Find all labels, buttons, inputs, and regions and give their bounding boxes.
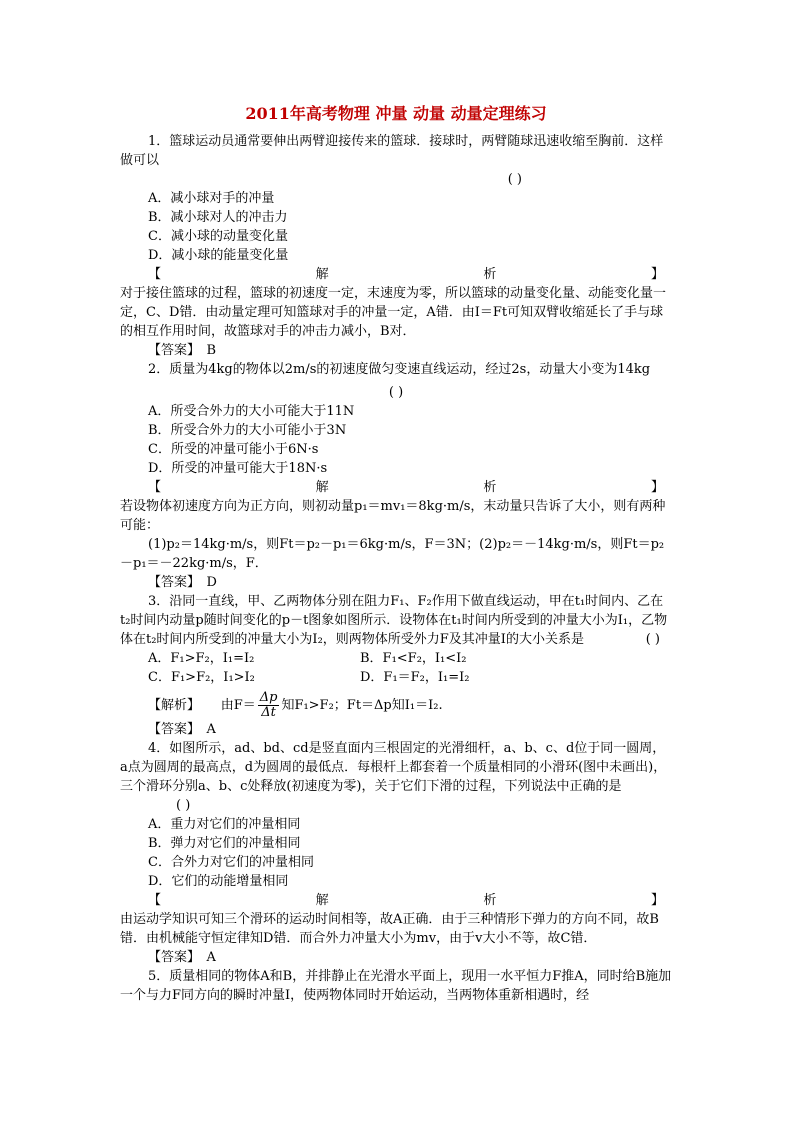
q4-stem: 4．如图所示，ad、bd、cd是竖直面内三根固定的光滑细杆，a、b、c、d位于同一圆周，a点为圆周的最高点，d为圆周的最低点．每根杆上都套着一个质量相同的小滑环(图中未画出)，三个滑环分别a、b、c处释放(初速度为零)，关于它们下滑的过程，下列说法中正确的是: [120, 741, 667, 794]
q2-option-b: B．所受合外力的大小可能小于3N: [148, 423, 347, 438]
fraction-denominator: Δt: [261, 705, 276, 720]
q3-answer: 【答案】 A: [148, 722, 216, 737]
q3-option-d: D．F₁＝F₂，I₁=I₂: [360, 670, 470, 685]
bracket-open: 【: [148, 893, 162, 908]
document-page: [120, 104, 672, 1005]
analysis-char-2: 析: [483, 893, 497, 908]
q4-analysis: 由运动学知识可知三个滑环的运动时间相等，故A正确．由于三种情形下弹力的方向不同，故B错．由机械能守恒定律知D错．而合外力冲量大小为mv，由于v大小不等，故C错．: [120, 912, 659, 946]
q2-cases: (1)p₂＝14kg·m/s，则Ft＝p₂－p₁＝6kg·m/s，F＝3N；(2)p₂＝－14kg·m/s，则Ft＝p₂－p₁＝－22kg·m/s，F．: [120, 537, 665, 571]
q2-stem: 2．质量为4kg的物体以2m/s的初速度做匀变速直线运动，经过2s，动量大小变为14kg: [148, 362, 651, 377]
q2-analysis: 若设物体初速度方向为正方向，则初动量p₁＝mv₁＝8kg·m/s，末动量只告诉了大小，则有两种可能：: [120, 499, 666, 533]
bracket-close: 】: [650, 893, 664, 908]
q3-option-c: C．F₁>F₂，I₁>I₂: [148, 670, 255, 685]
q4-answer: 【答案】 A: [148, 950, 216, 965]
q3-analysis-pre: 由F＝: [220, 698, 256, 713]
analysis-char-2: 析: [483, 267, 497, 282]
page-title: 2011年高考物理 冲量 动量 动量定理练习: [245, 104, 547, 123]
q4-analysis-heading: [120, 891, 672, 910]
q5-stem: 5．质量相同的物体A和B，并排静止在光滑水平面上，现用一水平恒力F推A，同时给B施加一个与力F同方向的瞬时冲量I，使两物体同时开始运动，当两物体重新相遇时，经: [120, 969, 672, 1003]
q4-option-a: A．重力对它们的冲量相同: [148, 817, 301, 832]
analysis-char-1: 解: [315, 893, 329, 908]
q3-options-row-2: [120, 668, 672, 687]
q3-analysis: [120, 691, 672, 720]
q1-stem: 1．篮球运动员通常要伸出两臂迎接传来的篮球．接球时，两臂随球迅速收缩至胸前．这样做可以: [120, 134, 664, 168]
q1-option-b: B．减小球对人的冲击力: [148, 210, 288, 225]
q4-option-b: B．弹力对它们的冲量相同: [148, 836, 301, 851]
bracket-close: 】: [650, 480, 664, 495]
q4-blank: ( ): [176, 798, 191, 813]
q1-option-a: A．减小球对手的冲量: [148, 191, 275, 206]
q1-analysis: 对于接住篮球的过程，篮球的初速度一定，末速度为零，所以篮球的动量变化量、动能变化量一定，C、D错．由动量定理可知篮球对手的冲量一定，A错．由I＝Ft可知双臂收缩延长了手与球的相互作用时间，故篮球对手的冲击力减小，B对．: [120, 286, 667, 339]
q2-option-c: C．所受的冲量可能小于6N·s: [148, 442, 319, 457]
q3-options-row-1: [120, 649, 672, 668]
q3-stem: [120, 592, 672, 649]
q1-option-d: D．减小球的能量变化量: [148, 248, 289, 263]
q3-option-b: B．F₁<F₂，I₁<I₂: [360, 651, 467, 666]
q2-analysis-heading: [120, 478, 672, 497]
analysis-char-2: 析: [483, 480, 497, 495]
bracket-open: 【: [148, 267, 162, 282]
q3-option-a: A．F₁>F₂，I₁=I₂: [148, 651, 255, 666]
q4-option-d: D．它们的动能增量相同: [148, 874, 289, 889]
q1-blank: ( ): [507, 172, 522, 187]
q3-stem-text: 3．沿同一直线，甲、乙两物体分别在阻力F₁、F₂作用下做直线运动，甲在t₁时间内、乙在t₂时间内动量p随时间变化的p－t图象如图所示．设物体在t₁时间内所受到的冲量大小为I₁，乙物体在t₂时间内所受到的冲量大小为I₂，则两物体所受外力F及其冲量I的大小关系是: [120, 594, 668, 647]
fraction-numerator: Δp: [259, 690, 278, 705]
q1-analysis-heading: [120, 265, 672, 284]
q3-analysis-post: 知F₁>F₂；Ft＝Δp知I₁＝I₂.: [281, 698, 443, 713]
delta-fraction: [258, 691, 280, 720]
q3-blank: ( ): [645, 632, 660, 647]
bracket-open: 【: [148, 480, 162, 495]
analysis-char-1: 解: [315, 267, 329, 282]
q2-answer: 【答案】 D: [148, 575, 217, 590]
bracket-close: 】: [650, 267, 664, 282]
q2-blank: ( ): [388, 385, 404, 400]
q3-analysis-label: 【解析】: [148, 698, 201, 713]
q1-answer: 【答案】 B: [148, 343, 217, 358]
analysis-char-1: 解: [315, 480, 329, 495]
q1-option-c: C．减小球的动量变化量: [148, 229, 288, 244]
q2-option-a: A．所受合外力的大小可能大于11N: [148, 404, 355, 419]
q2-option-d: D．所受的冲量可能大于18N·s: [148, 461, 328, 476]
q4-option-c: C．合外力对它们的冲量相同: [148, 855, 314, 870]
